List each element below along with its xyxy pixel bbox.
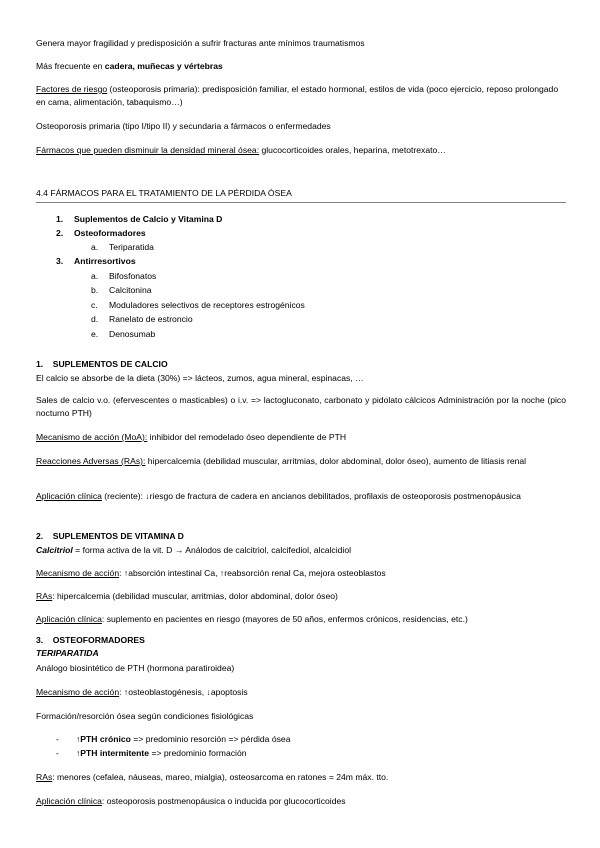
outline-label: Denosumab [109,329,156,339]
teriparatida-analog: Análogo biosintético de PTH (hormona paratiroidea) [36,663,235,673]
pth-chronic-text: => predominio resorción => pérdida ósea [130,734,291,744]
outline-label: Teriparatida [109,242,154,252]
risk-factors-text: (osteoporosis primaria): predisposición familiar, el estado hormonal, estilos de vida (poco ejercicio, reposo prolongado en cama, alimentación, tabaquismo…) [36,84,559,107]
outline-letter: a. [91,271,99,281]
calcium-moa-text: inhibidor del remodelado óseo dependiente de PTH [147,432,347,442]
osteo-heading: 3. OSTEOFORMADORES [36,635,145,645]
calcium-heading: 1. SUPLEMENTOS DE CALCIO [36,359,168,369]
teriparatida-subheading: TERIPARATIDA [36,648,99,658]
outline-label: Bifosfonatos [109,271,157,281]
outline-number: 3. [56,256,64,266]
teriparatida-formation: Formación/resorción ósea según condiciones fisiológicas [36,711,254,721]
calcium-moa-label: Mecanismo de acción (MoA): [36,432,148,442]
pth-intermittent-text: => predominio formación [149,748,247,758]
teriparatida-app-text: : osteoporosis postmenopáusica o inducida por glucocorticoides [101,796,346,806]
pth-intermittent-term: ↑PTH intermitente [76,748,150,758]
bullet-dash: - [56,734,59,744]
teriparatida-ra-text: : menores (cefalea, náuseas, mareo, mialgia), osteosarcoma en ratones = 24m máx. tto. [52,772,389,782]
vitd-moa [36,567,566,580]
outline-label: Osteoformadores [74,228,146,238]
outline-item-antirresortivos [56,255,136,268]
teriparatida-moa [36,686,566,699]
outline-number: 1. [56,214,64,224]
outline-number: 2. [56,228,64,238]
frequency-prefix: Más frecuente en [36,61,105,71]
teriparatida-adverse-reactions [36,771,566,784]
calcium-moa [36,431,566,444]
frequency-line [36,60,566,73]
vitd-clinical-application [36,613,566,626]
pth-chronic-term: ↑PTH crónico [76,734,131,744]
outline-item-calcium-vitd [56,213,222,226]
calcitriol-text: = forma activa de la vit. D → Análodos de calcitriol, calcifediol, alcalcidiol [72,545,352,555]
section-title: 4.4 FÁRMACOS PARA EL TRATAMIENTO DE LA PÉRDIDA ÓSEA [36,188,292,198]
bullet-pth-chronic [56,733,291,746]
vitd-moa-text: : ↑absorción intestinal Ca, ↑reabsorción renal Ca, mejora osteoblastos [119,568,386,578]
outline-item-osteoformadores [56,227,146,240]
outline-subitem-serm [91,299,305,312]
bullet-pth-intermittent [56,747,247,760]
outline-label: Antirresortivos [74,256,136,266]
outline-subitem-teriparatida [91,241,154,254]
section-divider [36,202,566,203]
outline-letter: d. [91,314,99,324]
teriparatida-moa-text: : ↑osteoblastogénesis, ↓apoptosis [119,687,248,697]
outline-subitem-ranelato [91,313,193,326]
calcium-ra-label: Reacciones Adversas (RAs): [36,456,146,466]
teriparatida-clinical-application [36,795,566,808]
calcium-app-text: (reciente): ↓riesgo de fractura de cadera en ancianos debilitados, profilaxis de osteoporosis postmenopáusica [101,491,521,501]
osteoporosis-types-line: Osteoporosis primaria (tipo I/tipo II) y secundaria a fármacos o enfermedades [36,121,331,131]
teriparatida-app-label: Aplicación clínica [36,796,102,806]
outline-subitem-calcitonina [91,284,152,297]
vitd-heading: 2. SUPLEMENTOS DE VITAMINA D [36,531,184,541]
drugs-bone-loss-line [36,144,566,157]
outline-letter: a. [91,242,99,252]
vitd-app-text: : suplemento en pacientes en riesgo (mayores de 50 años, enfermos crónicos, residencias, etc.) [101,614,468,624]
calcium-salts: Sales de calcio v.o. (efervescentes o masticables) o i.v. => lactogluconato, carbonato y pidolato cálcicos Administración por la noche (pico nocturno PTH) [36,395,566,418]
vitd-calcitriol [36,544,566,557]
drugs-bone-loss-label: Fármacos que pueden disminuir la densidad mineral ósea: [36,145,260,155]
outline-letter: c. [91,300,98,310]
outline-label: Moduladores selectivos de receptores estrogénicos [109,300,305,310]
calcium-app-label: Aplicación clínica [36,491,102,501]
calcium-absorption: El calcio se absorbe de la dieta (30%) => lácteos, zumos, agua mineral, espinacas, … [36,373,364,383]
vitd-moa-label: Mecanismo de acción [36,568,120,578]
outline-subitem-denosumab [91,328,155,341]
outline-subitem-bifosfonatos [91,270,156,283]
vitd-app-label: Aplicación clínica [36,614,102,624]
outline-letter: b. [91,285,99,295]
outline-label: Calcitonina [109,285,152,295]
teriparatida-moa-label: Mecanismo de acción [36,687,120,697]
vitd-ra-text: : hipercalcemia (debilidad muscular, arritmias, dolor abdominal, dolor óseo) [52,591,338,601]
risk-factors-label: Factores de riesgo [36,84,108,94]
outline-label: Suplementos de Calcio y Vitamina D [74,214,223,224]
vitd-ra-label: RAs [36,591,53,601]
risk-factors-paragraph [36,83,566,109]
frequency-sites: cadera, muñecas y vértebras [104,61,223,71]
calcitriol-term: Calcitriol [36,545,73,555]
vitd-adverse-reactions [36,590,566,603]
drugs-bone-loss-text: glucocorticoides orales, heparina, metotrexato… [259,145,446,155]
calcium-ra-text: hipercalcemia (debilidad muscular, arritmias, dolor abdominal, dolor óseo), aumento de litiasis renal [145,456,527,466]
calcium-clinical-application [36,490,566,503]
teriparatida-ra-label: RAs [36,772,53,782]
fragility-line: Genera mayor fragilidad y predisposición a sufrir fracturas ante mínimos traumatismos [36,38,365,48]
outline-letter: e. [91,329,99,339]
bullet-dash: - [56,748,59,758]
outline-label: Ranelato de estroncio [109,314,193,324]
calcium-adverse-reactions [36,455,566,468]
